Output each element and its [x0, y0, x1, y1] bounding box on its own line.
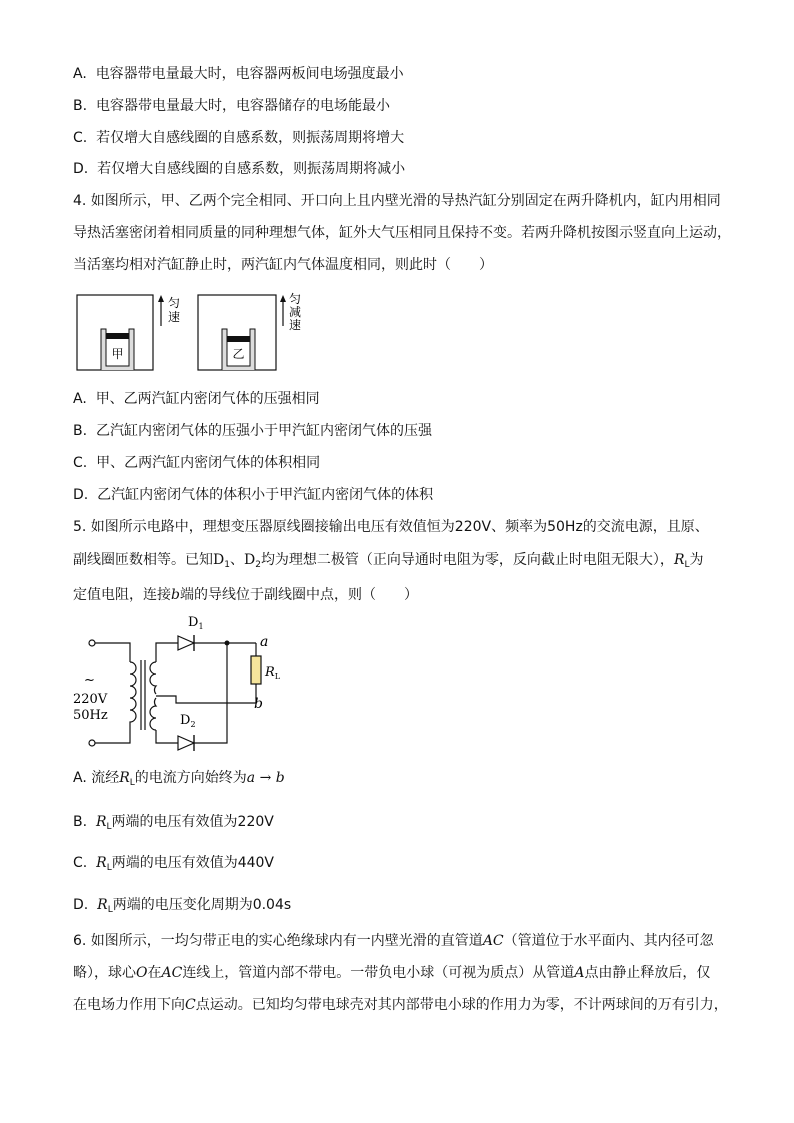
- q3-option-d: D. 若仅增大自感线圈的自感系数，则振荡周期将减小: [73, 161, 406, 177]
- resistor-rl: [251, 656, 261, 684]
- label-frequency: 50Hz: [73, 708, 108, 723]
- motion-right-2: 减: [289, 305, 302, 319]
- motion-right-3: 速: [289, 318, 302, 332]
- junction-dot: [225, 641, 230, 646]
- q4-option-a: A. 甲、乙两汽缸内密闭气体的压强相同: [73, 391, 320, 407]
- secondary-coil-lower: [150, 698, 156, 730]
- motion-left-2: 速: [168, 310, 181, 324]
- q4-option-d: D. 乙汽缸内密闭气体的体积小于甲汽缸内密闭气体的体积: [73, 487, 434, 503]
- q3-option-c: C. 若仅增大自感线圈的自感系数，则振荡周期将增大: [73, 130, 405, 146]
- q6-stem-line-2: 略），球心O在AC连线上，管道内部不带电。一带负电小球（可视为质点）从管道A点由静止释放后，仅: [73, 965, 711, 981]
- elevator-left: [77, 295, 153, 370]
- q4-figure: [74, 288, 314, 374]
- secondary-coil-upper: [150, 662, 156, 694]
- q5-option-a: A. 流经$R_L$的电流方向始终为a → b: [73, 770, 285, 788]
- diode-d1: [178, 635, 194, 651]
- q6-stem-line-3: 在电场力作用下向C点运动。已知均匀带电球壳对其内部带电小球的作用力为零，不计两球间的万有引力，: [73, 997, 728, 1013]
- elevator-right: [198, 295, 276, 370]
- q5-circuit: [70, 612, 300, 758]
- terminal-bottom: [89, 740, 95, 746]
- q3-option-b: B. 电容器带电量最大时，电容器储存的电场能最小: [73, 98, 390, 114]
- label-d2: $D_2$: [180, 713, 196, 729]
- q5-stem-line-1: 5. 如图所示电路中，理想变压器原线圈接输出电压有效值恒为220V、频率为50Hz的交流电源，且原、: [73, 519, 709, 535]
- diode-d2: [178, 735, 194, 751]
- label-node-b: b: [254, 696, 263, 712]
- q4-option-c: C. 甲、乙两汽缸内密闭气体的体积相同: [73, 455, 321, 471]
- q5-stem-line-2: 副线圈匝数相等。已知$D_1$、$D_2$均为理想二极管（正向导通时电阻为零，反向截止时电阻无限大），$R_L$为: [73, 552, 704, 570]
- label-node-a: a: [260, 634, 269, 650]
- terminal-top: [89, 640, 95, 646]
- piston-left: [106, 333, 129, 339]
- q5-stem-line-3: 定值电阻，连接b端的导线位于副线圈中点，则（ ）: [73, 587, 418, 603]
- q5-option-c: C. $R_L$两端的电压有效值为440V: [73, 855, 275, 873]
- arrow-up-icon: [280, 295, 286, 326]
- q4-option-b: B. 乙汽缸内密闭气体的压强小于甲汽缸内密闭气体的压强: [73, 423, 432, 439]
- q3-option-a: A. 电容器带电量最大时，电容器两板间电场强度最小: [73, 66, 404, 82]
- q5-option-b: B. $R_L$两端的电压有效值为220V: [73, 814, 274, 832]
- q4-stem-line-1: 4. 如图所示，甲、乙两个完全相同、开口向上且内壁光滑的导热汽缸分别固定在两升降机内，缸内用相同: [73, 193, 721, 209]
- arrow-up-icon: [158, 295, 164, 326]
- motion-left-1: 匀: [168, 296, 181, 310]
- q6-stem-line-1: 6. 如图所示，一均匀带正电的实心绝缘球内有一内壁光滑的直管道AC（管道位于水平面内、其内径可忽: [73, 933, 714, 949]
- label-d1: $D_1$: [188, 615, 204, 631]
- q4-stem-line-3: 当活塞均相对汽缸静止时，两汽缸内气体温度相同，则此时（ ）: [73, 257, 493, 273]
- cylinder-label-left: 甲: [111, 347, 124, 361]
- ac-source-symbol: ~: [84, 673, 95, 688]
- primary-coil: [130, 662, 136, 727]
- piston-right: [227, 336, 250, 342]
- motion-right-1: 匀: [289, 292, 302, 306]
- cylinder-label-right: 乙: [232, 347, 245, 361]
- label-rl: $R_L$: [265, 665, 281, 681]
- q5-option-d: D. $R_L$两端的电压变化周期为0.04s: [73, 897, 292, 915]
- label-voltage: 220V: [73, 692, 108, 707]
- q4-stem-line-2: 导热活塞密闭着相同质量的同种理想气体，缸外大气压相同且保持不变。若两升降机按图示竖直向上运动，: [73, 225, 731, 241]
